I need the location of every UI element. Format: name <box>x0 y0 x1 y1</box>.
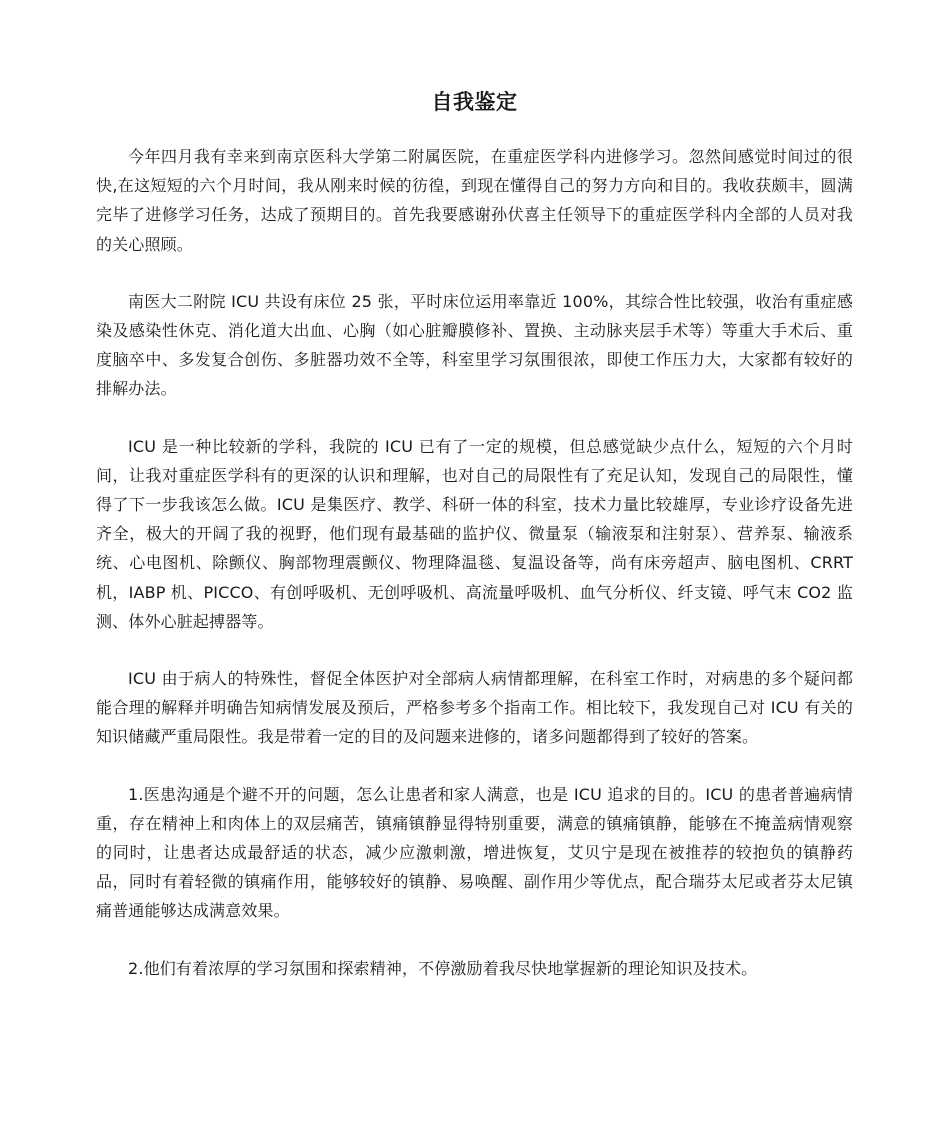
paragraph-point-1: 1.医患沟通是个避不开的问题，怎么让患者和家人满意，也是 ICU 追求的目的。ICU 的患者普遍病情重，存在精神上和肉体上的双层痛苦，镇痛镇静显得特别重要，满意的镇痛镇静，能够在不掩盖病情观察的同时，让患者达成最舒适的状态，减少应激刺激，增进恢复，艾贝宁是现在被推荐的较抱负的镇静药品，同时有着轻微的镇痛作用，能够较好的镇静、易唤醒、副作用少等优点，配合瑞芬太尼或者芬太尼镇痛普通能够达成满意效果。 <box>96 784 853 921</box>
document-body <box>96 142 853 983</box>
paragraph-icu-learning: ICU 由于病人的特殊性，督促全体医护对全部病人病情都理解，在科室工作时，对病患的多个疑问都能合理的解释并明确告知病情发展及预后，严格参考多个指南工作。相比较下，我发现自己对 ICU 有关的知识储藏严重局限性。我是带着一定的目的及问题来进修的，诸多问题都得到了较好的答案。 <box>96 669 853 747</box>
paragraph-intro: 今年四月我有幸来到南京医科大学第二附属医院，在重症医学科内进修学习。忽然间感觉时间过的很快,在这短短的六个月时间，我从刚来时候的彷徨，到现在懂得自己的努力方向和目的。我收获颇丰，圆满完毕了进修学习任务，达成了预期目的。首先我要感谢孙伏喜主任领导下的重症医学科内全部的人员对我的关心照顾。 <box>96 147 853 254</box>
paragraph-icu-overview: 南医大二附院 ICU 共设有床位 25 张，平时床位运用率靠近 100%，其综合性比较强，收治有重症感染及感染性休克、消化道大出血、心胸（如心脏瓣膜修补、置换、主动脉夹层手术等）等重大手术后、重度脑卒中、多发复合创伤、多脏器功效不全等，科室里学习氛围很浓，即使工作压力大，大家都有较好的排解办法。 <box>96 291 853 399</box>
paragraph-icu-equipment: ICU 是一种比较新的学科，我院的 ICU 已有了一定的规模，但总感觉缺少点什么，短短的六个月时间，让我对重症医学科有的更深的认识和理解，也对自己的局限性有了充足认知，发现自己的局限性，懂得了下一步我该怎么做。ICU 是集医疗、教学、科研一体的科室，技术力量比较雄厚，专业诊疗设备先进齐全，极大的开阔了我的视野，他们现有最基础的监护仪、微量泵（输液泵和注射泵）、营养泵、输液系统、心电图机、除颤仪、胸部物理震颤仪、物理降温毯、复温设备等，尚有床旁超声、脑电图机、CRRT 机，IABP 机、PICCO、有创呼吸机、无创呼吸机、高流量呼吸机、血气分析仪、纤支镜、呼气末 CO2 监测、体外心脏起搏器等。 <box>96 436 853 631</box>
document-title: 自我鉴定 <box>431 90 518 114</box>
paragraph-point-2: 2.他们有着浓厚的学习氛围和探索精神，不停激励着我尽快地掌握新的理论知识及技术。 <box>128 958 758 978</box>
